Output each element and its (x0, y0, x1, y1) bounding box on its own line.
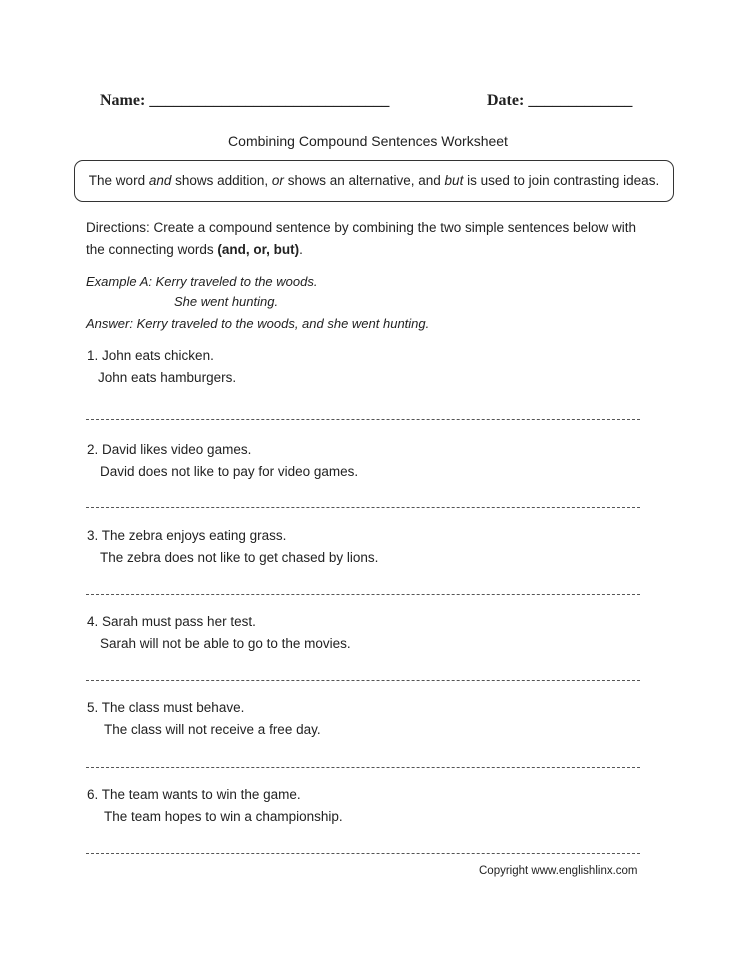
item-sentence-1: 6. The team wants to win the game. (87, 787, 301, 802)
item-sentence-1: 1. John eats chicken. (87, 348, 214, 363)
list-item (87, 784, 343, 828)
page-title: Combining Compound Sentences Worksheet (228, 133, 508, 149)
answer-line (86, 507, 640, 508)
item-sentence-1: 5. The class must behave. (87, 700, 245, 715)
note-text-4: is used to join contrasting ideas. (463, 173, 660, 188)
note-text-1: The word (88, 173, 149, 188)
directions-line-2 (86, 239, 636, 261)
copyright-notice: Copyright www.englishlinx.com (479, 865, 638, 877)
list-item (87, 697, 321, 741)
item-sentence-2: The class will not receive a free day. (104, 722, 321, 737)
date-label: Date: (487, 92, 525, 109)
item-sentence-2: The team hopes to win a championship. (104, 809, 343, 824)
connecting-words: (and, or, but) (217, 242, 300, 257)
note-word-and: and (148, 173, 172, 188)
date-field (487, 92, 632, 110)
directions-line-1: Directions: Create a compound sentence by combining the two simple sentences below with (86, 220, 637, 235)
date-blank: _____________ (528, 92, 633, 109)
list-item (87, 525, 378, 569)
note-text-2: shows addition, (171, 173, 272, 188)
item-sentence-2: The zebra does not like to get chased by lions. (100, 550, 379, 565)
directions-line-2-text: the connecting words (86, 242, 218, 257)
name-field (100, 92, 389, 110)
example-answer: Answer: Kerry traveled to the woods, and she went hunting. (86, 316, 430, 331)
answer-line (86, 853, 640, 854)
answer-line (86, 419, 640, 420)
item-sentence-1: 2. David likes video games. (87, 442, 252, 457)
name-label: Name: (100, 92, 146, 109)
item-sentence-2: Sarah will not be able to go to the movies. (100, 636, 351, 651)
example-line-1: Example A: Kerry traveled to the woods. (86, 274, 318, 289)
directions-line-2-end: . (299, 242, 303, 257)
directions (86, 217, 636, 261)
note-word-or: or (271, 173, 284, 188)
name-blank: ______________________________ (149, 92, 390, 109)
answer-line (86, 680, 640, 681)
answer-line (86, 594, 640, 595)
note-text-3: shows an alternative, and (283, 173, 445, 188)
item-sentence-1: 4. Sarah must pass her test. (87, 614, 256, 629)
list-item (87, 439, 358, 483)
item-sentence-1: 3. The zebra enjoys eating grass. (87, 528, 287, 543)
item-sentence-2: David does not like to pay for video games. (100, 464, 359, 479)
answer-line (86, 767, 640, 768)
note-word-but: but (444, 173, 464, 188)
item-sentence-2: John eats hamburgers. (98, 370, 237, 385)
list-item (87, 345, 236, 389)
example-line-2: She went hunting. (174, 294, 279, 309)
note-box (74, 160, 674, 202)
list-item (87, 611, 351, 655)
